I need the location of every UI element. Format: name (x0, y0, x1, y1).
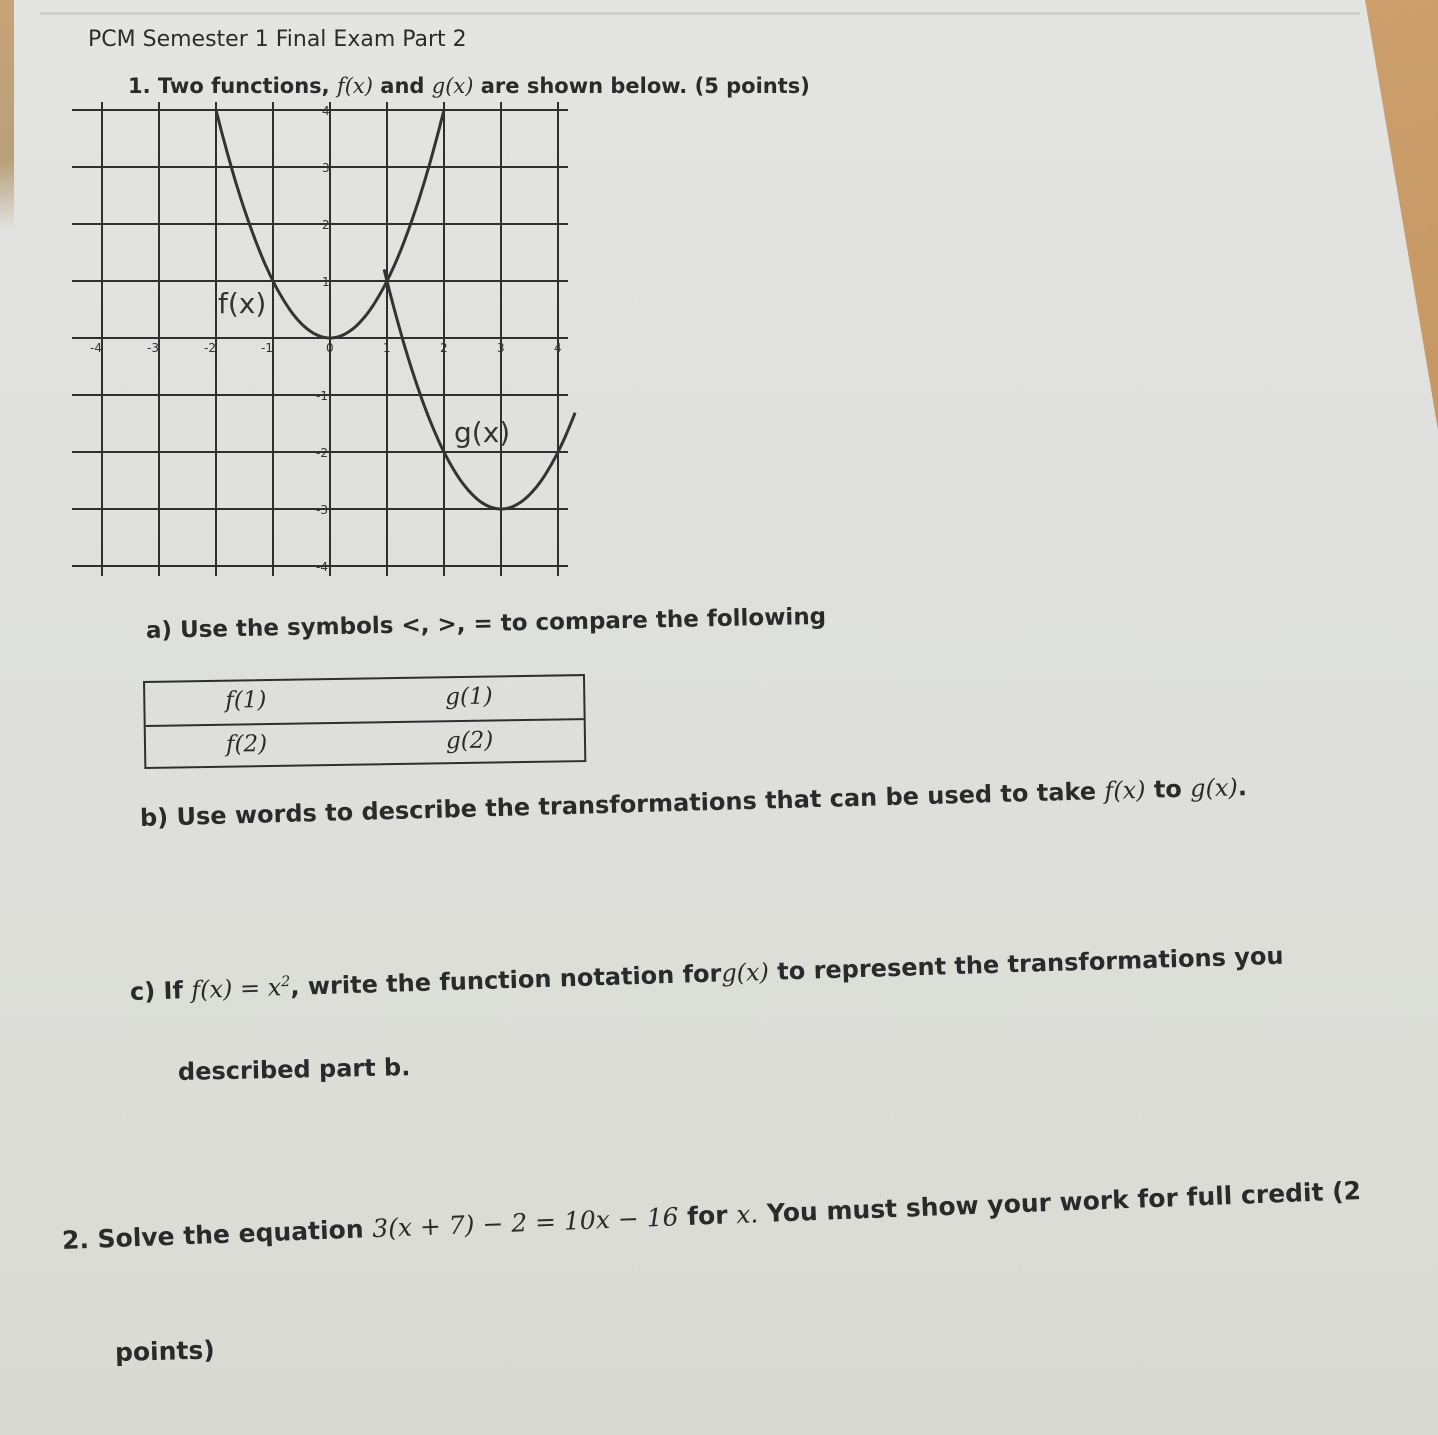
exponent: 2 (280, 973, 291, 991)
period: . (1237, 773, 1248, 802)
x-tick-label: 2 (440, 341, 448, 355)
table-surface-left (0, 0, 14, 230)
y-tick-label: 3 (322, 161, 330, 175)
top-rule (40, 12, 1360, 15)
y-tick-label: 1 (322, 275, 330, 289)
and-word: and (380, 74, 425, 98)
x-tick-label: 1 (383, 341, 391, 355)
left-value: f(1) (225, 687, 267, 714)
part-c-text-2: to represent the transformations you (776, 941, 1284, 986)
f-label: f(x) (336, 74, 373, 98)
f-curve-label: f(x) (218, 287, 267, 320)
prompt-suffix: are shown below. (5 points) (480, 74, 810, 98)
function-graph (40, 100, 630, 600)
q2-text-1: Solve the equation (97, 1214, 365, 1254)
right-value: g(2) (445, 727, 494, 755)
f-equation: f(x) = x (190, 973, 282, 1005)
comparison-table (143, 674, 586, 769)
x-tick-label: 4 (554, 341, 562, 355)
f-definition (191, 973, 291, 1004)
g-curve-label: g(x) (454, 416, 511, 449)
question-1-prompt (128, 74, 810, 98)
x-tick-label: -2 (204, 341, 216, 355)
part-a-text: Use the symbols <, >, = to compare the following (179, 603, 827, 644)
to-word: to (1153, 774, 1183, 804)
equation: 3(x + 7) − 2 = 10x − 16 (371, 1202, 680, 1244)
left-value: f(2) (225, 731, 268, 758)
part-a-label: a) (145, 617, 173, 644)
right-value: g(1) (445, 683, 493, 711)
y-tick-label: -4 (316, 560, 328, 574)
part-c-text-1: , write the function notation for (289, 959, 722, 1001)
exam-title: PCM Semester 1 Final Exam Part 2 (88, 27, 467, 52)
g-curve (384, 270, 575, 510)
prompt-prefix: Two functions, (157, 74, 330, 98)
part-c-line-2: described part b. (177, 1053, 411, 1086)
if-word: If (163, 976, 184, 1005)
part-c-label: c) (129, 977, 156, 1006)
question-2-line-2: points) (114, 1335, 216, 1367)
y-tick-label: 2 (322, 218, 330, 232)
x-tick-label: 3 (497, 341, 505, 355)
q2-text-3: You must show your work for full credit (2 (766, 1176, 1362, 1228)
g-label: g(x) (431, 74, 474, 98)
comparison-row (145, 676, 584, 725)
question-number: 2. (61, 1224, 90, 1255)
part-b-text: Use words to describe the transformations that can be used to take (176, 777, 1097, 831)
part-b-label: b) (139, 803, 169, 832)
x-tick-label: -4 (90, 341, 102, 355)
q2-text-2: for (686, 1200, 729, 1231)
y-tick-label: -2 (316, 446, 328, 460)
g-notation: g(x) (1189, 773, 1239, 803)
x-tick-label: 0 (326, 341, 334, 355)
comparison-row (146, 718, 585, 769)
g-notation: g(x) (720, 957, 770, 988)
variable: x. (735, 1199, 759, 1230)
question-number: 1. (128, 74, 151, 98)
x-tick-label: -1 (261, 341, 273, 355)
x-tick-label: -3 (147, 341, 159, 355)
y-tick-label: -1 (316, 389, 328, 403)
y-tick-label: -3 (316, 503, 328, 517)
y-tick-label: 4 (322, 104, 330, 118)
f-notation: f(x) (1103, 775, 1146, 806)
